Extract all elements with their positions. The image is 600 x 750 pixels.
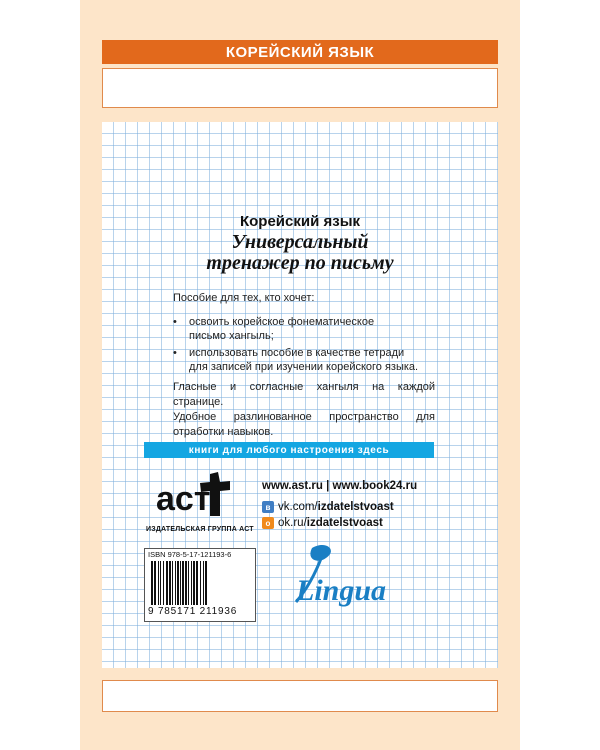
slogan-banner-label: книги для любого настроения здесь <box>188 444 390 456</box>
bullet-marker: • <box>173 347 177 359</box>
list-item <box>173 315 443 343</box>
vk-link-handle: izdatelstvoast <box>317 501 394 513</box>
top-banner <box>102 40 498 64</box>
barcode-graphic <box>150 561 248 605</box>
barcode-bar <box>205 561 207 605</box>
website-links[interactable]: www.ast.ru | www.book24.ru <box>262 480 418 492</box>
vk-link[interactable] <box>262 501 394 513</box>
barcode-bar <box>200 561 201 605</box>
lingua-logo-icon <box>282 542 400 614</box>
list-item-line: письмо хангыль; <box>189 330 274 342</box>
isbn-label: ISBN 978-5-17-121193-6 <box>148 550 232 559</box>
barcode-bar <box>188 561 189 605</box>
ok-link[interactable] <box>262 517 383 529</box>
barcode-number: 9 785171 211936 <box>148 606 238 617</box>
barcode-bar <box>154 561 156 605</box>
barcode-bar <box>158 561 159 605</box>
slogan-banner <box>144 442 434 458</box>
ok-link-handle: izdatelstvoast <box>306 517 383 529</box>
barcode-bar <box>203 561 204 605</box>
subject-title: Корейский язык <box>239 213 361 230</box>
description-intro: Пособие для тех, кто хочет: <box>173 292 315 304</box>
ok-link-prefix: ok.ru/ <box>278 517 307 529</box>
benefit-list <box>173 315 443 377</box>
bullet-marker: • <box>173 316 177 328</box>
barcode-bar <box>151 561 153 605</box>
barcode-bar <box>172 561 173 605</box>
barcode-bar <box>180 561 181 605</box>
barcode-bar <box>163 561 164 605</box>
publisher-caption: ИЗДАТЕЛЬСКАЯ ГРУППА АСТ <box>146 526 254 533</box>
top-empty-box <box>102 68 498 108</box>
book-title-line-1: Универсальный <box>231 231 369 253</box>
barcode-bar <box>191 561 192 605</box>
ast-logo-text: аст <box>156 480 211 518</box>
list-item <box>173 346 443 374</box>
list-item-line: освоить корейское фонематическое <box>189 316 375 328</box>
list-item-line: для записей при изучении корейского языка. <box>189 361 419 373</box>
odnoklassniki-icon: o <box>262 517 274 529</box>
barcode-bar <box>185 561 187 605</box>
description-paragraph-1: Гласные и согласные хангыля на каждой странице. <box>173 381 435 408</box>
description-paragraphs <box>173 380 435 440</box>
book-title-line-2: тренажер по письму <box>206 252 394 274</box>
top-banner-label: КОРЕЙСКИЙ ЯЗЫК <box>225 43 375 61</box>
bottom-empty-box <box>102 680 498 712</box>
barcode-bar <box>182 561 184 605</box>
vk-icon: в <box>262 501 274 513</box>
barcode-bar <box>166 561 168 605</box>
barcode-bar <box>175 561 176 605</box>
list-item-line: использовать пособие в качестве тетради <box>189 347 405 359</box>
barcode-bar <box>160 561 161 605</box>
barcode-bar <box>177 561 179 605</box>
lingua-logo-text: Lingua <box>296 574 387 607</box>
barcode-bar <box>196 561 198 605</box>
book-title <box>102 232 498 274</box>
barcode-bar <box>169 561 171 605</box>
description-paragraph-2: Удобное разлинованное пространство для отработки навыков. <box>173 411 435 438</box>
barcode-bar <box>193 561 195 605</box>
vk-link-prefix: vk.com/ <box>278 501 318 513</box>
ast-logo-icon <box>154 470 234 518</box>
